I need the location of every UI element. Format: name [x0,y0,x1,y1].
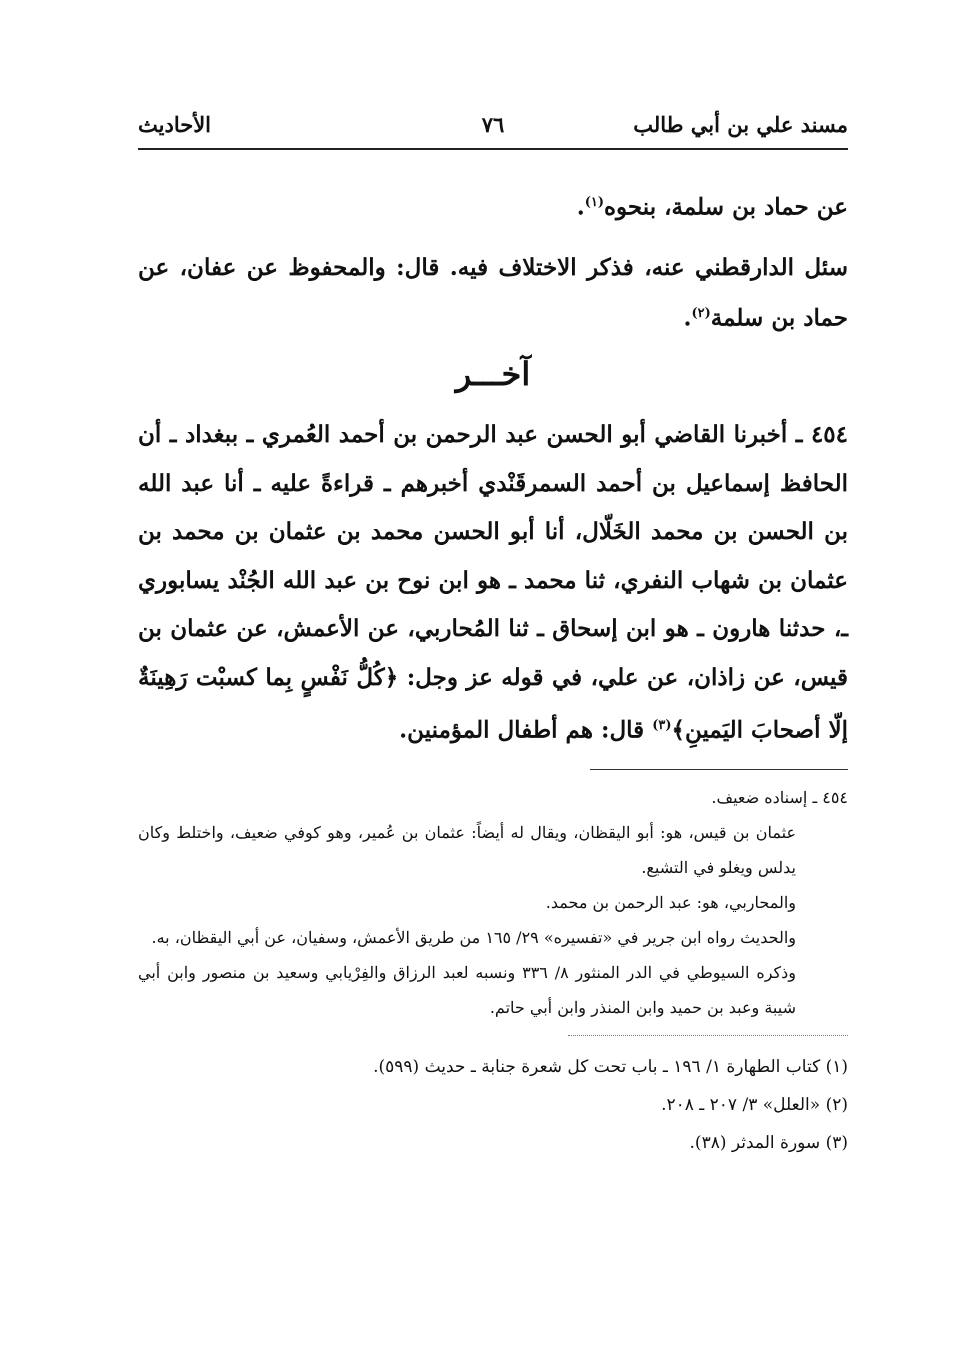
note-line: عثمان بن قيس، هو: أبو اليقظان، ويقال له أيضاً: عثمان بن عُمير، وهو كوفي ضعيف، واختلط وكان يدلس ويغلو في التشيع. [138,823,796,878]
paragraph-2: سئل الدارقطني عنه، فذكر الاختلاف فيه. قال: والمحفوظ عن عفان، عن حماد بن سلمة$^{(٢)}$. [138,253,848,332]
ref-marker-2: (٢) [691,305,711,321]
ref-marker-3: (٣) [652,718,672,734]
footnote-rule [568,1035,848,1036]
header-rule [138,148,848,150]
running-header [138,112,848,148]
hadith-text-main: ٤٥٤ ـ أخبرنا القاضي أبو الحسن عبد الرحمن بن أحمد العُمري ـ ببغداد ـ أن الحافظ إسماعيل بن أحمد السمرقَنْدي أخبرهم ـ قراءةً عليه ـ أنا عبد الله بن الحسن بن محمد الخَلّال، أنا أبو الحسن محمد بن عثمان بن محمد بن عثمان بن شهاب النفري، ثنا محمد ـ هو ابن نوح بن عبد الله الجُنْد يسابوري ـ، حدثنا هارون ـ هو ابن إسحاق ـ ثنا المُحاربي، عن الأعمش، عن عثمان بن قيس، عن زاذان، عن علي، في قوله عز وجل: ﴿كُلُّ نَفْسٍ بِما كسبْت رَهِينَةٌ إلّا أصحابَ اليَمينِ﴾ [138,421,848,744]
footnote-2: (٢) «العلل» ٣/ ٢٠٧ ـ ٢٠٨. [661,1095,848,1116]
paragraph-1-text: عن حماد بن سلمة، بنحوه [604,193,848,221]
hadith-text-end: قال: هم أطفال المؤمنين. [399,716,653,744]
notes-rule [590,769,848,770]
hadith-text [138,411,848,755]
paragraph-2-text: سئل الدارقطني عنه، فذكر الاختلاف فيه. قال: والمحفوظ عن عفان، عن حماد بن سلمة [138,253,848,332]
note-line: والمحاربي، هو: عبد الرحمن بن محمد. [545,893,796,913]
footnote-1: (١) كتاب الطهارة ١/ ١٩٦ ـ باب تحت كل شعرة جنابة ـ حديث (٥٩٩). [373,1057,848,1078]
section-name: الأحاديث [138,112,212,137]
book-title: مسند علي بن أبي طالب [633,112,848,137]
page-body [138,180,848,1162]
ref-marker-1: (١) [584,195,604,210]
note-line: وذكره السيوطي في الدر المنثور ٨/ ٣٣٦ ونسبه لعبد الرزاق والفِرْيابي وسعيد بن منصور وابن أبي شيبة وعبد بن حميد وابن المنذر وابن أبي حاتم. [138,963,796,1018]
commentary-notes [138,780,848,1025]
footnote-3: (٣) سورة المدثر (٣٨). [689,1133,848,1154]
page-number: ٧٦ [481,112,505,137]
section-title: آخـــر [455,355,531,394]
note-line: ٤٥٤ ـ إسناده ضعيف. [711,788,848,808]
paragraph-1: عن حماد بن سلمة، بنحوه$^{(١)}$. [576,193,848,221]
note-line: والحديث رواه ابن جرير في «تفسيره» ٢٩/ ١٦٥ من طريق الأعمش، وسفيان، عن أبي اليقظان، به. [151,928,796,948]
